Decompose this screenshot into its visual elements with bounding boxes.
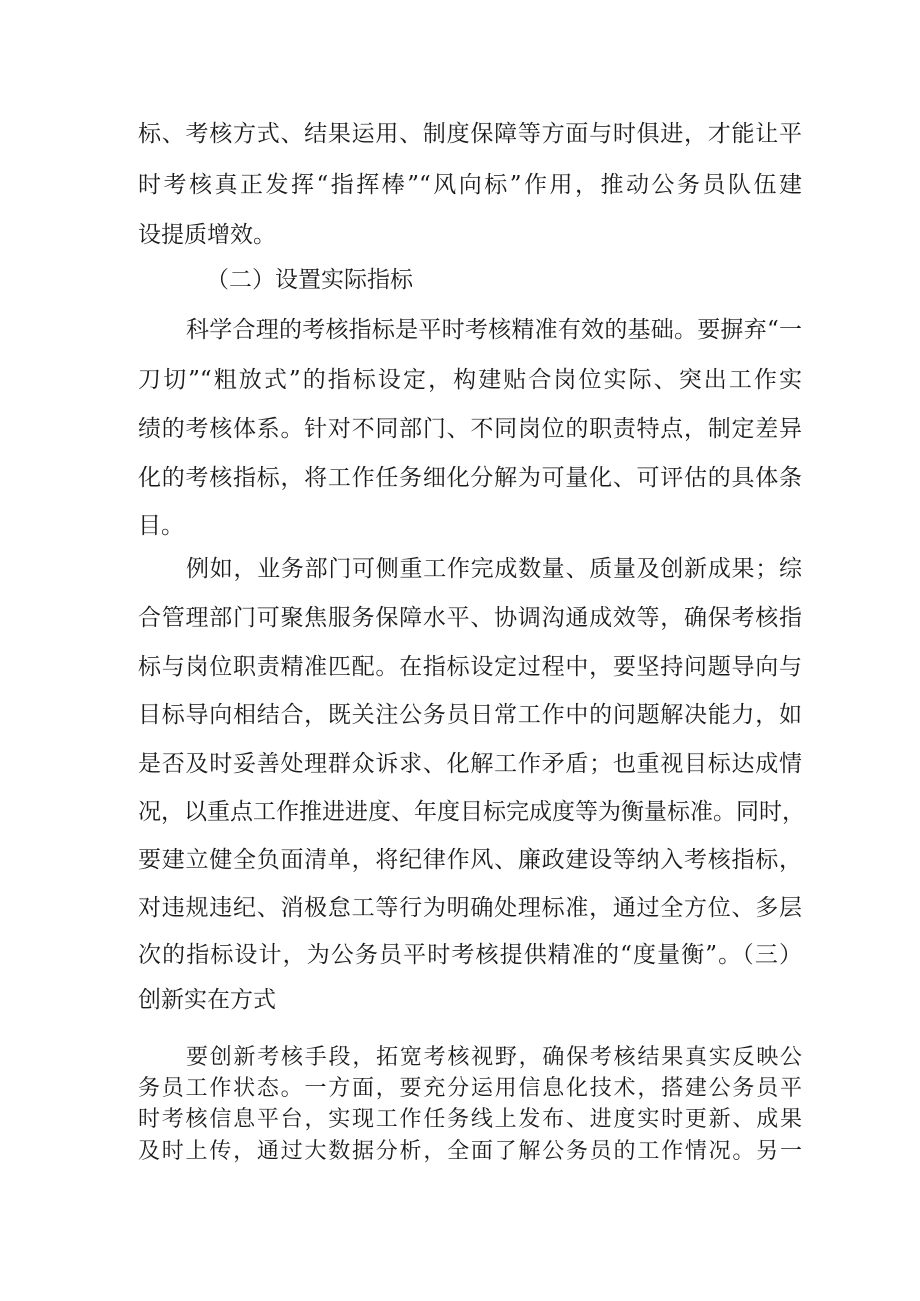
text-line: 化的考核指标，将工作任务细化分解为可量化、可评估的具体条 (138, 465, 802, 491)
text-line: 创新实在方式 (138, 987, 276, 1013)
section-heading: （二）设置实际指标 (206, 267, 413, 293)
text-line: 对违规违纪、消极怠工等行为明确处理标准，通过全方位、多层 (138, 895, 802, 921)
text-line: 及时上传，通过大数据分析，全面了解公务员的工作情况。另一 (138, 1139, 802, 1164)
text-line: 绩的考核体系。针对不同部门、不同岗位的职责特点，制定差异 (138, 416, 802, 442)
text-line: 设提质增效。 (138, 222, 276, 248)
text-line: 况，以重点工作推进进度、年度目标完成度等为衡量标准。同时， (138, 799, 805, 825)
text-line: 务员工作状态。一方面，要充分运用信息化技术，搭建公务员平 (138, 1076, 802, 1101)
text-line: 目。 (138, 513, 184, 539)
text-line: 要创新考核手段，拓宽考核视野，确保考核结果真实反映公 (186, 1045, 802, 1070)
text-line: 例如，业务部门可侧重工作完成数量、质量及创新成果；综 (186, 556, 802, 582)
text-line: 标、考核方式、结果运用、制度保障等方面与时俱进，才能让平 (138, 121, 802, 147)
text-line: 科学合理的考核指标是平时考核精准有效的基础。要摒弃“一 (186, 317, 802, 343)
text-line: 要建立健全负面清单，将纪律作风、廉政建设等纳入考核指标， (138, 847, 802, 873)
text-line: 是否及时妥善处理群众诉求、化解工作矛盾；也重视目标达成情 (138, 751, 802, 777)
text-line: 标与岗位职责精准匹配。在指标设定过程中，要坚持问题导向与 (138, 654, 802, 680)
text-line: 次的指标设计，为公务员平时考核提供精准的“度量衡”。（三） (138, 942, 802, 968)
text-line: 目标导向相结合，既关注公务员日常工作中的问题解决能力，如 (138, 702, 802, 728)
text-line: 时考核真正发挥“指挥棒”“风向标”作用，推动公务员队伍建 (138, 172, 802, 198)
text-line: 时考核信息平台，实现工作任务线上发布、进度实时更新、成果 (138, 1107, 802, 1132)
text-line: 合管理部门可聚焦服务保障水平、协调沟通成效等，确保考核指 (138, 605, 802, 631)
text-line: 刀切”“粗放式”的指标设定，构建贴合岗位实际、突出工作实 (138, 367, 802, 393)
